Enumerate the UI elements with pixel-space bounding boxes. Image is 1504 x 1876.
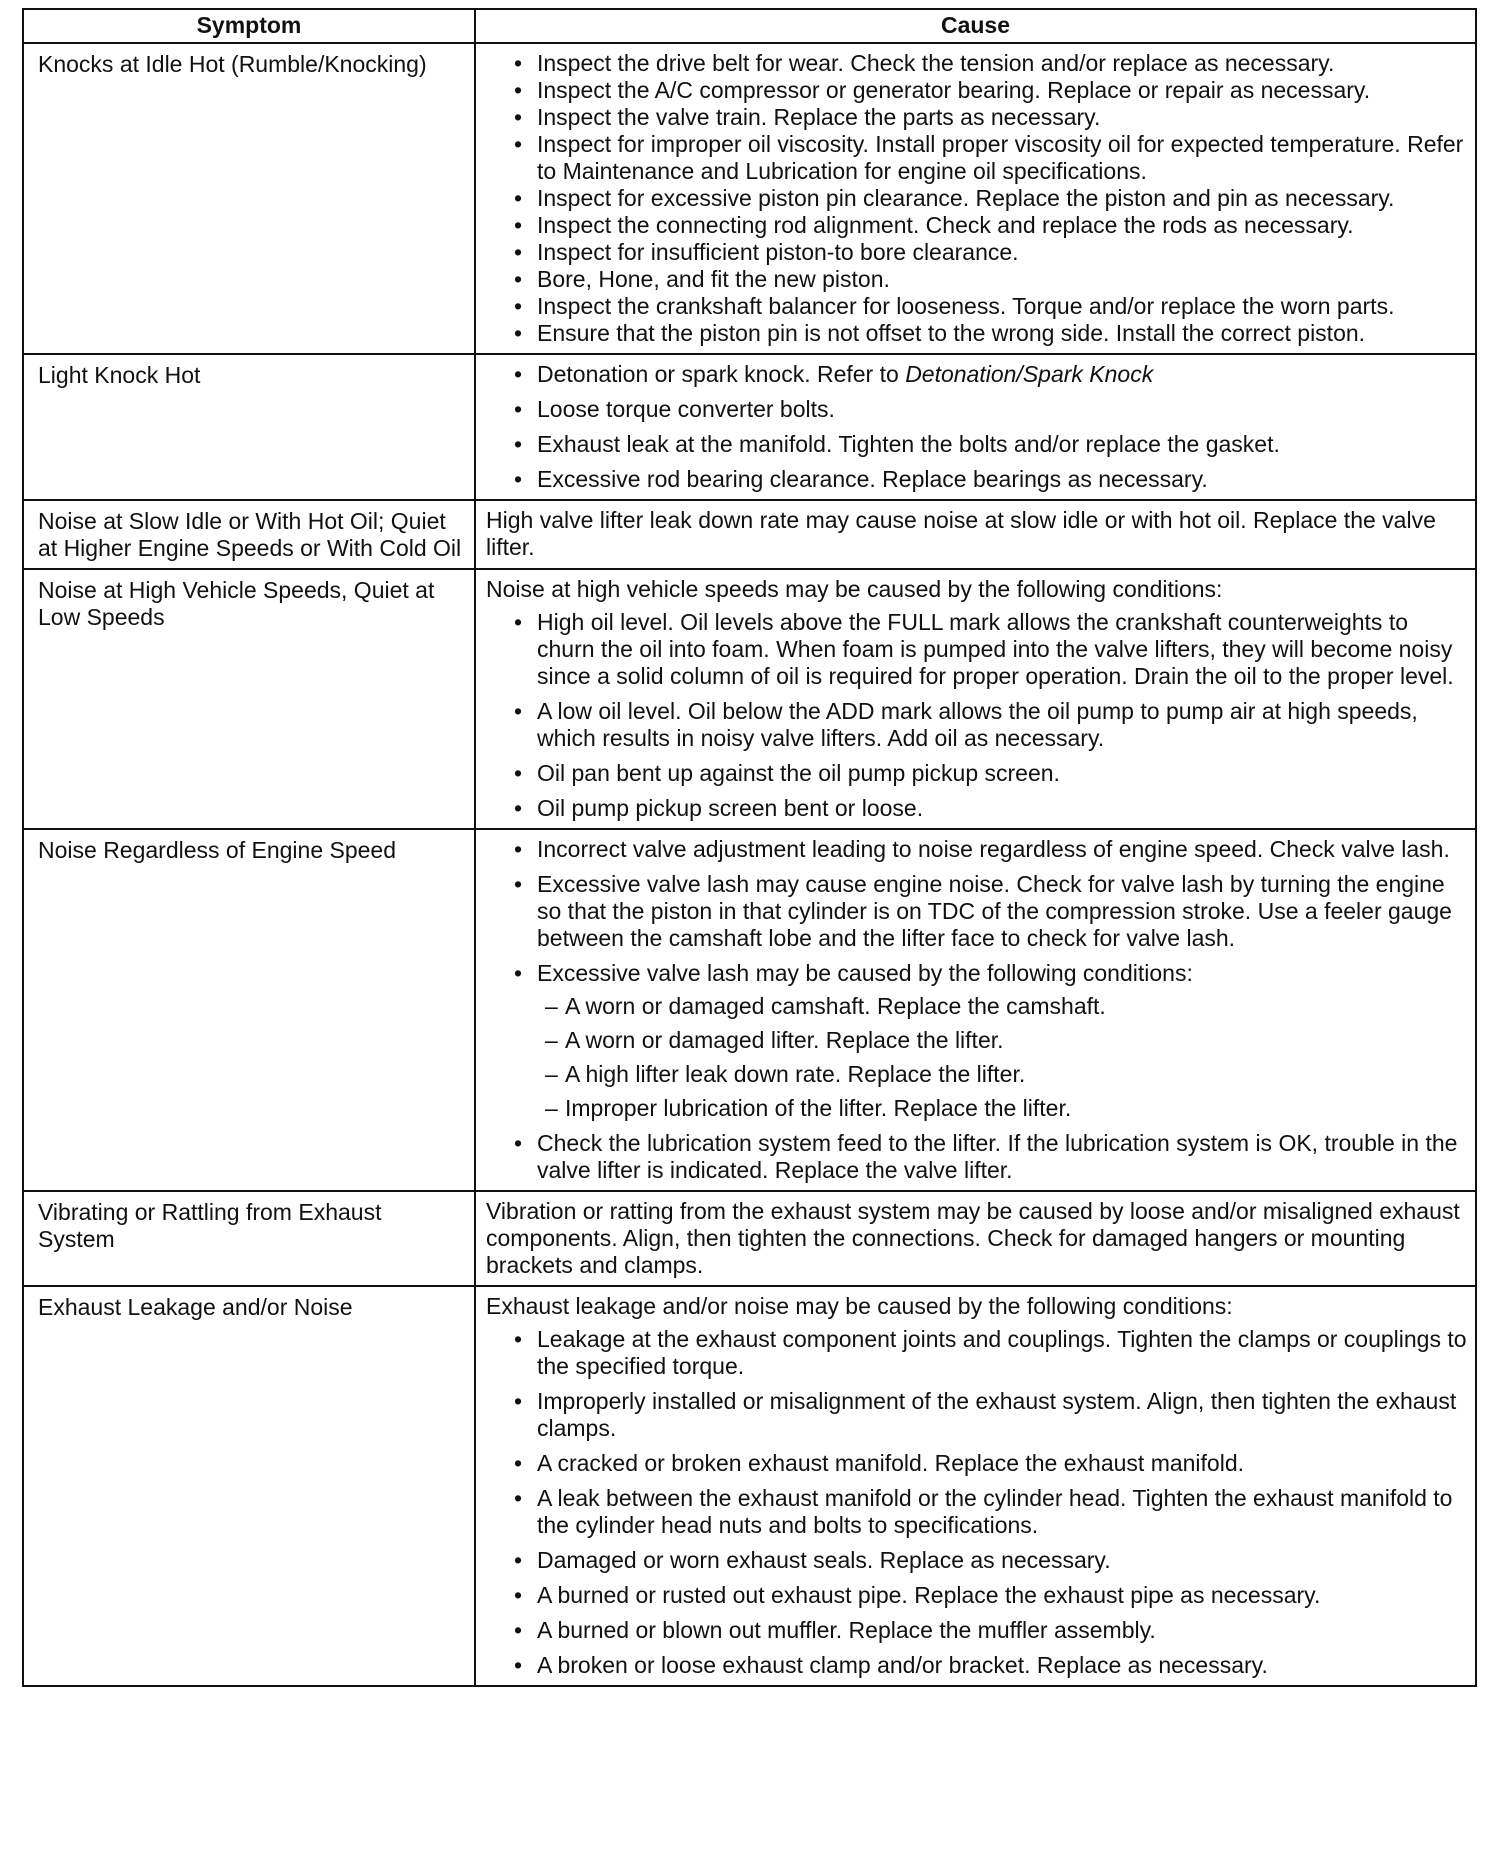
cause-item: • A broken or loose exhaust clamp and/or bracket. Replace as necessary. [514,1652,1467,1679]
symptom-cell: Knocks at Idle Hot (Rumble/Knocking) [23,43,475,354]
cause-item: • Inspect for excessive piston pin clearance. Replace the piston and pin as necessary. [514,185,1467,212]
cause-item: • Bore, Hone, and fit the new piston. [514,266,1467,293]
cause-item: • High oil level. Oil levels above the FULL mark allows the crankshaft counterweights to churn the oil into foam. When foam is pumped into the valve lifters, they will become noisy since a solid column of oil is required for proper operation. Drain the oil to the proper level. [514,609,1467,690]
cause-list [486,1326,1467,1679]
table-row [23,354,1476,500]
diagnosis-table [22,8,1477,1687]
cause-column-header: Cause [475,9,1476,43]
cause-intro: Exhaust leakage and/or noise may be caused by the following conditions: [486,1293,1233,1319]
cause-cell [475,43,1476,354]
symptom-cell: Noise Regardless of Engine Speed [23,829,475,1191]
cause-item: • Inspect the crankshaft balancer for looseness. Torque and/or replace the worn parts. [514,293,1467,320]
cause-item: • Ensure that the piston pin is not offset to the wrong side. Install the correct piston. [514,320,1467,347]
cause-item: • Oil pan bent up against the oil pump pickup screen. [514,760,1467,787]
sub-cause-item: – Improper lubrication of the lifter. Replace the lifter. [545,1095,1467,1122]
cause-list [486,50,1467,347]
cause-item: • Inspect for insufficient piston-to bore clearance. [514,239,1467,266]
cause-item: • A burned or rusted out exhaust pipe. Replace the exhaust pipe as necessary. [514,1582,1467,1609]
table-header-row [23,9,1476,43]
cause-item-text: Excessive valve lash may be caused by the following conditions: [537,960,1193,986]
symptom-cell: Noise at High Vehicle Speeds, Quiet at Low Speeds [23,569,475,829]
cause-item: • Excessive valve lash may cause engine noise. Check for valve lash by turning the engine so that the piston in that cylinder is on TDC of the compression stroke. Use a feeler gauge between the camshaft lobe and the lifter face to check for valve lash. [514,871,1467,952]
cause-item: • A leak between the exhaust manifold or the cylinder head. Tighten the exhaust manifold to the cylinder head nuts and bolts to specifications. [514,1485,1467,1539]
cause-item [514,960,1467,1122]
cause-intro: Noise at high vehicle speeds may be caused by the following conditions: [486,576,1223,602]
cause-item: • Excessive rod bearing clearance. Replace bearings as necessary. [514,466,1467,493]
sub-cause-item: – A worn or damaged lifter. Replace the lifter. [545,1027,1467,1054]
cause-item: • A cracked or broken exhaust manifold. Replace the exhaust manifold. [514,1450,1467,1477]
table-row [23,569,1476,829]
cause-item [514,361,1467,388]
cause-item: • Inspect the connecting rod alignment. Check and replace the rods as necessary. [514,212,1467,239]
table-row [23,1191,1476,1286]
cause-item: • Inspect the drive belt for wear. Check the tension and/or replace as necessary. [514,50,1467,77]
cause-cell [475,1286,1476,1686]
cause-cell [475,569,1476,829]
table-row [23,1286,1476,1686]
cause-list [486,361,1467,493]
sub-cause-item: – A worn or damaged camshaft. Replace the camshaft. [545,993,1467,1020]
cause-item: • Exhaust leak at the manifold. Tighten the bolts and/or replace the gasket. [514,431,1467,458]
cause-item: • Loose torque converter bolts. [514,396,1467,423]
symptom-cell: Exhaust Leakage and/or Noise [23,1286,475,1686]
cause-item: • Inspect the A/C compressor or generator bearing. Replace or repair as necessary. [514,77,1467,104]
cause-list [486,609,1467,822]
cause-item: • Inspect for improper oil viscosity. Install proper viscosity oil for expected temperature. Refer to Maintenance and Lubrication for engine oil specifications. [514,131,1467,185]
cause-cell: Vibration or ratting from the exhaust system may be caused by loose and/or misaligned exhaust components. Align, then tighten the connections. Check for damaged hangers or mounting brackets and clamps. [475,1191,1476,1286]
cause-cell [475,829,1476,1191]
cause-item: • Damaged or worn exhaust seals. Replace as necessary. [514,1547,1467,1574]
table-row [23,43,1476,354]
symptom-column-header: Symptom [23,9,475,43]
symptom-cell: Light Knock Hot [23,354,475,500]
cause-item-text: Detonation or spark knock. Refer to [537,361,899,387]
symptom-cell: Vibrating or Rattling from Exhaust System [23,1191,475,1286]
table-row [23,829,1476,1191]
cause-item: • Oil pump pickup screen bent or loose. [514,795,1467,822]
cross-reference: Detonation/Spark Knock [905,361,1154,387]
cause-list [486,836,1467,1184]
cause-item: • Incorrect valve adjustment leading to noise regardless of engine speed. Check valve lash. [514,836,1467,863]
symptom-cell: Noise at Slow Idle or With Hot Oil; Quiet at Higher Engine Speeds or With Cold Oil [23,500,475,569]
cause-item: • A burned or blown out muffler. Replace the muffler assembly. [514,1617,1467,1644]
cause-item: • Inspect the valve train. Replace the parts as necessary. [514,104,1467,131]
cause-cell [475,354,1476,500]
cause-cell: High valve lifter leak down rate may cause noise at slow idle or with hot oil. Replace the valve lifter. [475,500,1476,569]
cause-item: • Leakage at the exhaust component joints and couplings. Tighten the clamps or couplings to the specified torque. [514,1326,1467,1380]
cause-item: • Improperly installed or misalignment of the exhaust system. Align, then tighten the exhaust clamps. [514,1388,1467,1442]
table-row [23,500,1476,569]
cause-item: • Check the lubrication system feed to the lifter. If the lubrication system is OK, trouble in the valve lifter is indicated. Replace the valve lifter. [514,1130,1467,1184]
sub-cause-list [537,993,1467,1122]
cause-item: • A low oil level. Oil below the ADD mark allows the oil pump to pump air at high speeds, which results in noisy valve lifters. Add oil as necessary. [514,698,1467,752]
sub-cause-item: – A high lifter leak down rate. Replace the lifter. [545,1061,1467,1088]
